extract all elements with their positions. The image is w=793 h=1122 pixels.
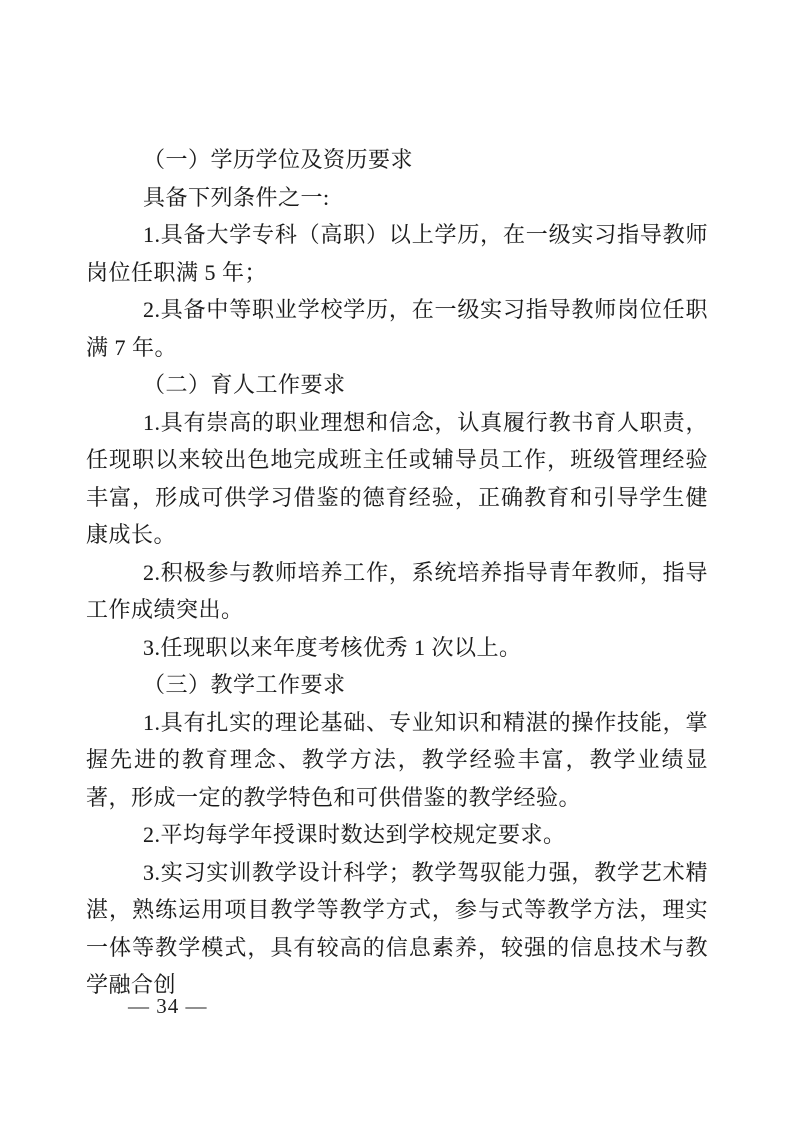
paragraph: 1.具有扎实的理论基础、专业知识和精湛的操作技能，掌握先进的教育理念、教学方法，教学经验丰富，教学业绩显著，形成一定的教学特色和可供借鉴的教学经验。 xyxy=(86,709,708,810)
paragraph: 具备下列条件之一: xyxy=(143,184,330,210)
paragraph: 2.平均每学年授课时数达到学校规定要求。 xyxy=(143,822,566,847)
section-heading: （一）学历学位及资历要求 xyxy=(143,147,414,172)
page-footer xyxy=(128,994,208,1019)
paragraph: 3.实习实训教学设计科学；教学驾驭能力强，教学艺术精湛，熟练运用项目教学等教学方式，参与式等教学方法，理实一体等教学模式，具有较高的信息素养，较强的信息技术与教学融合创 xyxy=(86,859,708,997)
section-heading: （二）育人工作要求 xyxy=(143,372,346,397)
paragraph: 1.具有崇高的职业理想和信念，认真履行教书育人职责，任现职以来较出色地完成班主任或辅导员工作，班级管理经验丰富，形成可供学习借鉴的德育经验，正确教育和引导学生健康成长。 xyxy=(86,409,708,547)
paragraph: 3.任现职以来年度考核优秀 1 次以上。 xyxy=(143,634,522,660)
paragraph: 2.具备中等职业学校学历，在一级实习指导教师岗位任职满 7 年。 xyxy=(86,297,708,360)
paragraph: 2.积极参与教师培养工作，系统培养指导青年教师，指导工作成绩突出。 xyxy=(86,559,708,622)
document-body xyxy=(86,141,708,1004)
section-heading: （三）教学工作要求 xyxy=(143,672,346,697)
paragraph: 1.具备大学专科（高职）以上学历，在一级实习指导教师岗位任职满 5 年； xyxy=(86,222,708,285)
page-number: — 34 — xyxy=(128,994,208,1018)
